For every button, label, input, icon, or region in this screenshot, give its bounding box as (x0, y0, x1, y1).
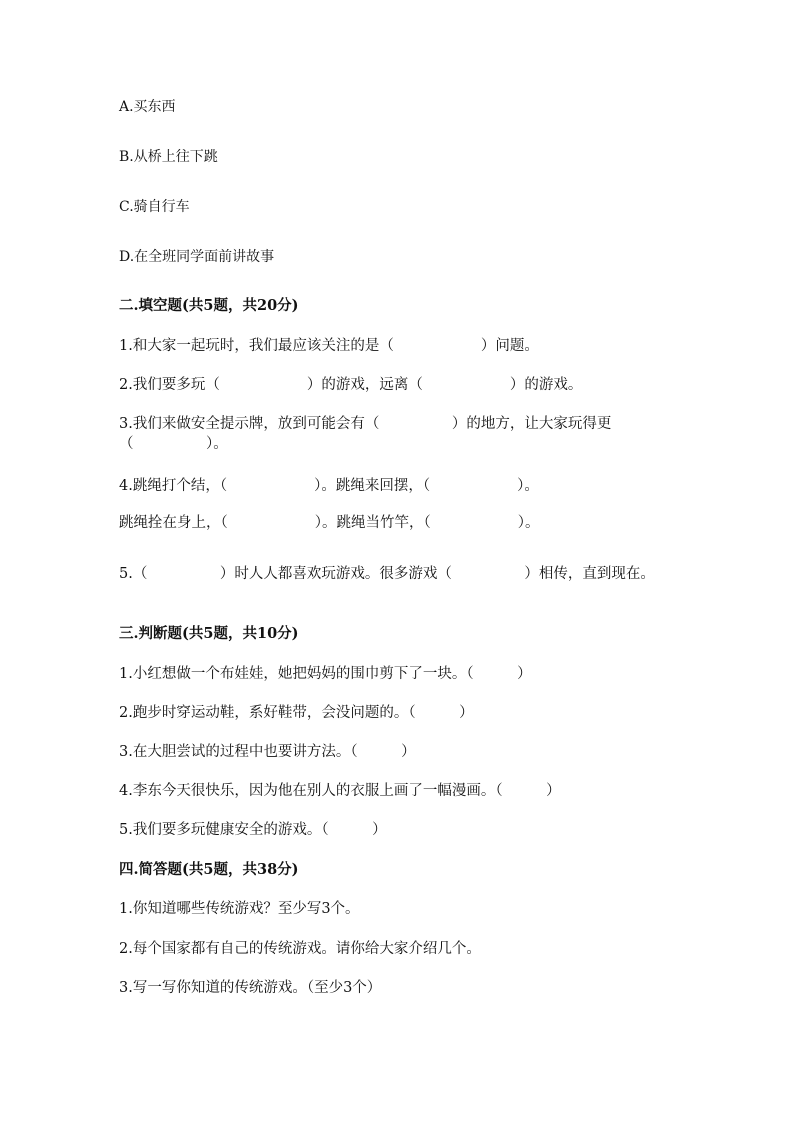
option-c: C.骑自行车 (119, 199, 190, 215)
section-heading-true-false: 三.判断题(共5题，共10分) (119, 625, 299, 642)
fill-question-4b: 跳绳拴在身上，（ ）。跳绳当竹竿，（ ）。 (119, 515, 540, 531)
judge-question-2: 2.跑步时穿运动鞋，系好鞋带，会没问题的。（ ） (119, 705, 474, 721)
judge-question-1: 1.小红想做一个布娃娃，她把妈妈的围巾剪下了一块。（ ） (119, 666, 532, 682)
fill-question-3: 3.我们来做安全提示牌，放到可能会有（ ）的地方，让大家玩得更（ ）。 (119, 416, 612, 452)
option-d: D.在全班同学面前讲故事 (119, 249, 275, 265)
fill-question-5: 5.（ ）时人人都喜欢玩游戏。很多游戏（ ）相传，直到现在。 (119, 566, 655, 582)
option-b: B.从桥上往下跳 (119, 149, 218, 165)
short-question-3: 3.写一写你知道的传统游戏。（至少3个） (119, 980, 382, 996)
short-question-1: 1.你知道哪些传统游戏？至少写3个。 (119, 901, 360, 917)
fill-question-1: 1.和大家一起玩时，我们最应该关注的是（ ）问题。 (119, 338, 539, 354)
judge-question-4: 4.李东今天很快乐，因为他在别人的衣服上画了一幅漫画。（ ） (119, 783, 561, 799)
section-heading-fill-blank: 二.填空题(共5题，共20分) (119, 297, 299, 314)
fill-question-4a: 4.跳绳打个结，（ ）。跳绳来回摆，（ ）。 (119, 478, 539, 494)
short-question-2: 2.每个国家都有自己的传统游戏。请你给大家介绍几个。 (119, 941, 481, 957)
option-a: A.买东西 (119, 99, 176, 115)
section-heading-short-answer: 四.简答题(共5题，共38分) (119, 861, 299, 878)
fill-question-2: 2.我们要多玩（ ）的游戏，远离（ ）的游戏。 (119, 377, 583, 393)
judge-question-5: 5.我们要多玩健康安全的游戏。（ ） (119, 822, 387, 838)
judge-question-3: 3.在大胆尝试的过程中也要讲方法。（ ） (119, 744, 416, 760)
